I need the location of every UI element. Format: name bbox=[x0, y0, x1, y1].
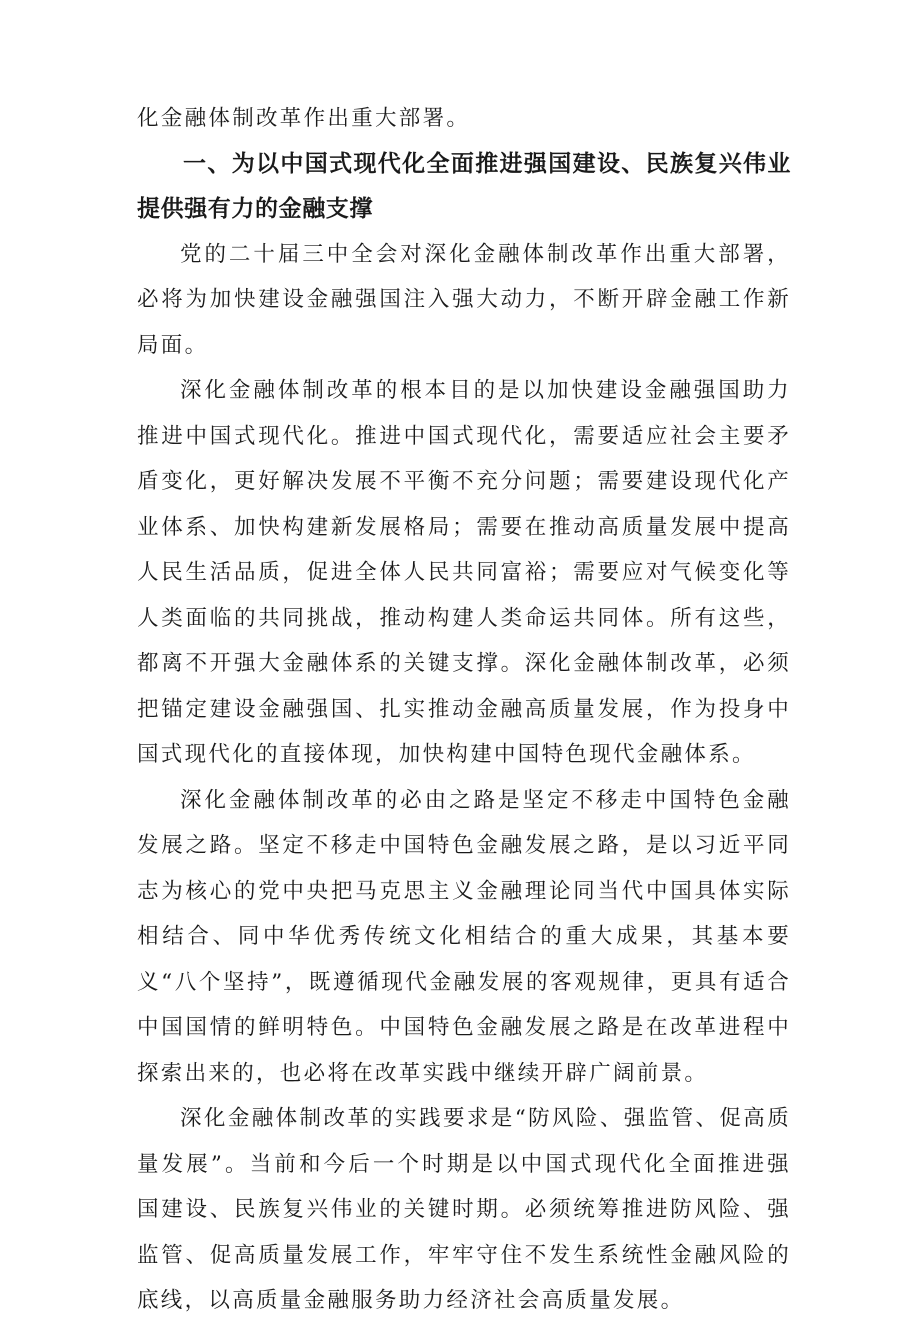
paragraph-practical-requirements: 深化金融体制改革的实践要求是“防风险、强监管、促高质量发展”。当前和今后一个时期是以中国式现代化全面推进强国建设、民族复兴伟业的关键时期。必须统筹推进防风险、强监管、促高质量发展工作，牢牢守住不发生系统性金融风险的底线，以高质量金融服务助力经济社会高质量发展。 bbox=[137, 1106, 791, 1313]
document-body bbox=[137, 96, 791, 1324]
lead-fragment: 化金融体制改革作出重大部署。 bbox=[137, 106, 471, 131]
paragraph-necessary-path: 深化金融体制改革的必由之路是坚定不移走中国特色金融发展之路。坚定不移走中国特色金融发展之路，是以习近平同志为核心的党中央把马克思主义金融理论同当代中国具体实际相结合、同中华优秀传统文化相结合的重大成果，其基本要义“八个坚持”，既遵循现代金融发展的客观规律，更具有适合中国国情的鲜明特色。中国特色金融发展之路是在改革进程中探索出来的，也必将在改革实践中继续开辟广阔前景。 bbox=[137, 787, 791, 1086]
paragraph-fundamental-purpose: 深化金融体制改革的根本目的是以加快建设金融强国助力推进中国式现代化。推进中国式现代化，需要适应社会主要矛盾变化，更好解决发展不平衡不充分问题；需要建设现代化产业体系、加快构建新发展格局；需要在推动高质量发展中提高人民生活品质，促进全体人民共同富裕；需要应对气候变化等人类面临的共同挑战，推动构建人类命运共同体。所有这些，都离不开强大金融体系的关键支撑。深化金融体制改革，必须把锚定建设金融强国、扎实推动金融高质量发展，作为投身中国式现代化的直接体现，加快构建中国特色现代金融体系。 bbox=[137, 378, 791, 767]
paragraph-reform-significance: 党的二十届三中全会对深化金融体制改革作出重大部署，必将为加快建设金融强国注入强大动力，不断开辟金融工作新局面。 bbox=[137, 241, 791, 358]
section-heading: 一、为以中国式现代化全面推进强国建设、民族复兴伟业提供强有力的金融支撑 bbox=[137, 150, 791, 222]
